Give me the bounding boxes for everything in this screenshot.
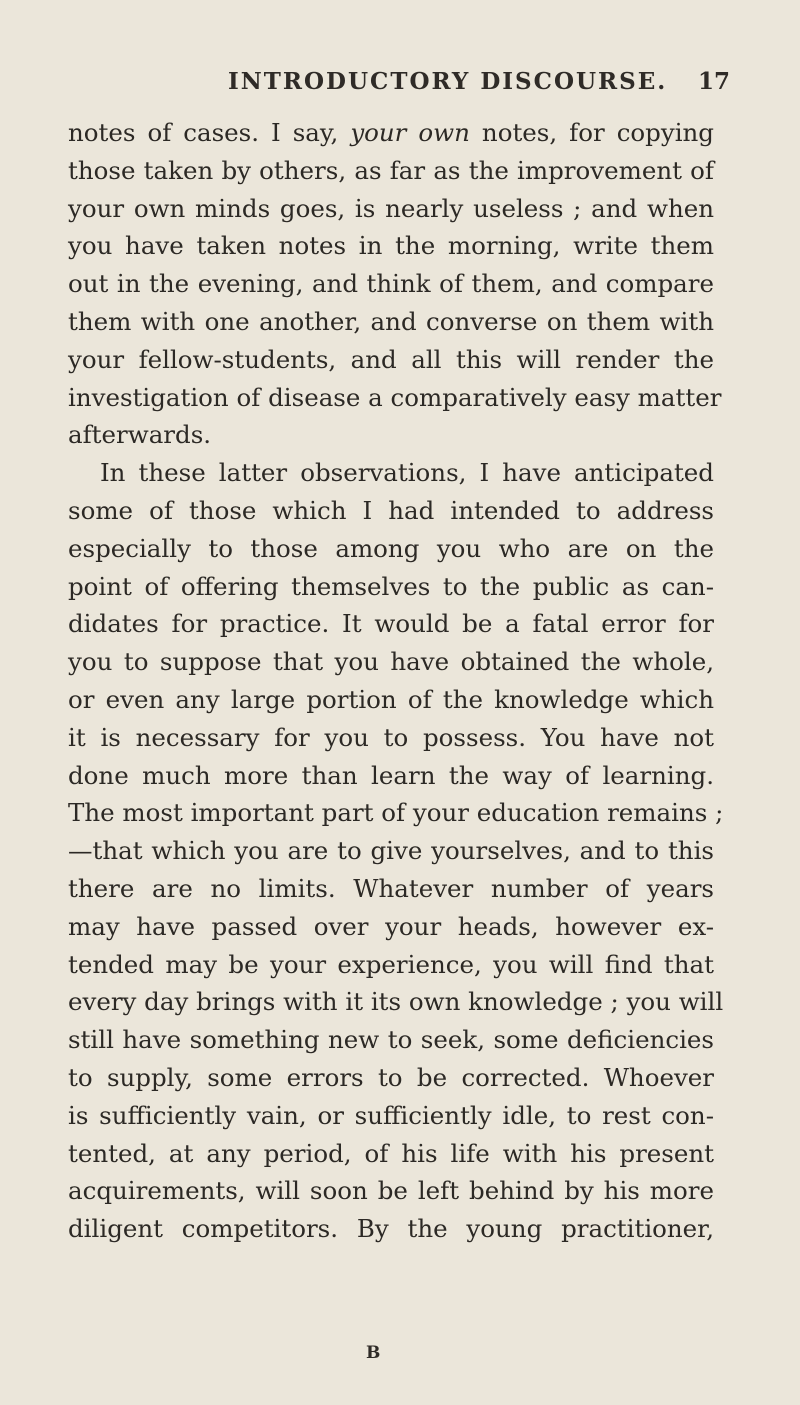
- text-line: your own minds goes, is nearly useless ; and when: [68, 193, 714, 223]
- text-line: every day brings with it its own knowledge ; you will: [68, 987, 724, 1017]
- text-line: point of offering themselves to the public as can-: [68, 571, 714, 601]
- text-line: it is necessary for you to possess. You have not: [68, 722, 714, 752]
- text-line: acquirements, will soon be left behind by his more: [68, 1176, 714, 1206]
- text-line: done much more than learn the way of learning.: [68, 760, 714, 790]
- text-line: there are no limits. Whatever number of years: [68, 873, 714, 903]
- text-line: them with one another, and converse on them with: [68, 306, 714, 336]
- text-line: The most important part of your education remains ;: [68, 798, 724, 828]
- text-line: is sufficiently vain, or sufficiently idle, to rest con-: [68, 1100, 714, 1130]
- text-line: you have taken notes in the morning, write them: [68, 231, 714, 261]
- text-line: to supply, some errors to be corrected. Whoever: [68, 1062, 714, 1092]
- text-line: tended may be your experience, you will find that: [68, 949, 714, 979]
- emphasis-text: your own: [350, 118, 470, 147]
- signature-mark: B: [366, 1343, 381, 1363]
- text-line: may have passed over your heads, however ex-: [68, 911, 714, 941]
- text-line: still have something new to seek, some deficiencies: [68, 1025, 714, 1055]
- text-line: afterwards.: [68, 420, 212, 450]
- text-line: some of those which I had intended to address: [68, 495, 714, 525]
- running-head: [210, 68, 730, 108]
- text-line: out in the evening, and think of them, and compare: [68, 269, 714, 299]
- text-line: you to suppose that you have obtained the whole,: [68, 647, 714, 677]
- text-line-end: notes, for copying: [469, 118, 714, 147]
- paragraph-start-line: In these latter observations, I have anticipated: [100, 458, 714, 488]
- page-number: 17: [697, 68, 730, 95]
- body-text: [68, 114, 724, 1248]
- text-line-start: notes of cases. I say,: [68, 118, 351, 147]
- text-line: especially to those among you who are on the: [68, 533, 714, 563]
- text-line: [68, 114, 714, 152]
- text-line: investigation of disease a comparatively easy matter: [68, 382, 722, 412]
- text-line: diligent competitors. By the young practitioner,: [68, 1214, 714, 1244]
- running-head-title: INTRODUCTORY DISCOURSE.: [228, 68, 668, 95]
- text-line: your fellow-students, and all this will render the: [68, 344, 714, 374]
- text-line: or even any large portion of the knowledge which: [68, 684, 714, 714]
- text-line: didates for practice. It would be a fatal error for: [68, 609, 714, 639]
- text-line: those taken by others, as far as the improvement of: [68, 155, 714, 185]
- text-line: tented, at any period, of his life with his present: [68, 1138, 714, 1168]
- text-line: —that which you are to give yourselves, and to this: [68, 836, 714, 866]
